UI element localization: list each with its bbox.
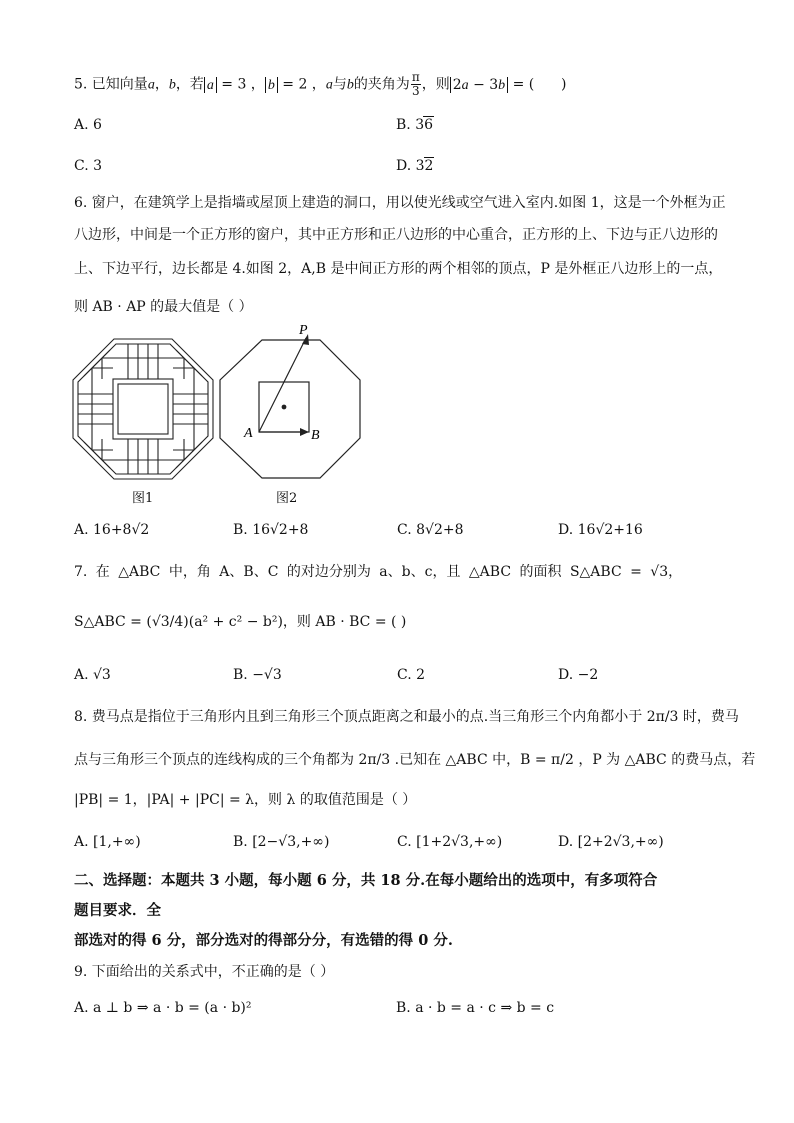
q5-option-c: C. 3: [74, 158, 103, 174]
q6-option-c: C. 8√2+8: [397, 522, 464, 538]
q6-line3: 上、下边平行，边长都是 4.如图 2，A,B 是中间正方形的两个相邻的顶点，P 是外框正八边形上的一点，: [74, 261, 723, 277]
q8-option-b: B. [2−√3,+∞): [233, 834, 330, 850]
vector-ab-arrowhead: [300, 428, 309, 436]
label-b: B: [311, 428, 320, 443]
q7-option-d: D. −2: [558, 667, 599, 683]
figure-2-caption: 图2: [276, 491, 298, 506]
q6-line4: 则 AB · AP 的最大值是（ ）: [74, 299, 253, 315]
q5-option-d: D. 32: [396, 158, 434, 174]
q8-option-a: A. [1,+∞): [74, 834, 141, 850]
center-point: [282, 405, 287, 410]
question-5-text: 5. 已知向量a，b，若 a = 3 ， b = 2 ，a与b的夹角为 $\frac{\pi}{3}$ ，则 2a − 3b = ( ): [74, 70, 567, 98]
q6-line2: 八边形，中间是一个正方形的窗户，其中正方形和正八边形的中心重合，正方形的上、下边与正八边形的: [74, 227, 718, 243]
q9-text: 9. 下面给出的关系式中，不正确的是（ ）: [74, 964, 335, 980]
q7-line2: S△ABC = (√3/4)(a² + c² − b²)，则 AB · BC = ( ): [74, 614, 407, 630]
q9-option-b: B. a · b = a · c ⇒ b = c: [396, 1000, 555, 1016]
q9-option-a: A. a ⊥ b ⇒ a · b = (a · b)²: [74, 1000, 252, 1016]
q8-line3: |PB| = 1，|PA| + |PC| = λ，则 λ 的取值范围是（ ）: [74, 792, 417, 808]
q8-line1: 8. 费马点是指位于三角形内且到三角形三个顶点距离之和最小的点.当三角形三个内角都小于 2π/3 时，费马: [74, 709, 739, 725]
q8-line2: 点与三角形三个顶点的连线构成的三个角都为 2π/3 .已知在 △ABC 中，B = π/2 ，P 为 △ABC 的费马点，若: [74, 752, 756, 768]
q6-option-b: B. 16√2+8: [233, 522, 309, 538]
figure-2-diagram: [214, 320, 364, 482]
label-p: P: [299, 323, 308, 338]
figure-1-window: [72, 338, 214, 480]
q8-option-d: D. [2+2√3,+∞): [558, 834, 664, 850]
label-a: A: [244, 426, 253, 441]
q8-option-c: C. [1+2√3,+∞): [397, 834, 503, 850]
section-2-heading-line1: 二、选择题：本题共 3 小题，每小题 6 分，共 18 分.在每小题给出的选项中，有多项符合: [74, 872, 658, 889]
q6-option-a: A. 16+8√2: [74, 522, 150, 538]
q7-option-a: A. √3: [74, 667, 111, 683]
q5-option-a: A. 6: [74, 117, 102, 133]
q7-line1: 7. 在 △ABC 中，角 A、B、C 的对边分别为 a、b、c，且 △ABC 的面积 S△ABC = √3，: [74, 564, 683, 580]
q6-line1: 6. 窗户，在建筑学上是指墙或屋顶上建造的洞口，用以使光线或空气进入室内.如图 1，这是一个外框为正: [74, 195, 726, 211]
section-2-heading-line3: 部选对的得 6 分，部分选对的得部分分，有选错的得 0 分.: [74, 932, 453, 949]
q5-option-b: B. 36: [396, 117, 434, 133]
figure-1-caption: 图1: [132, 491, 154, 506]
q7-option-b: B. −√3: [233, 667, 282, 683]
octagon-frame: [220, 340, 360, 478]
q6-option-d: D. 16√2+16: [558, 522, 643, 538]
section-2-heading-line2: 题目要求．全: [74, 902, 161, 919]
q7-option-c: C. 2: [397, 667, 426, 683]
